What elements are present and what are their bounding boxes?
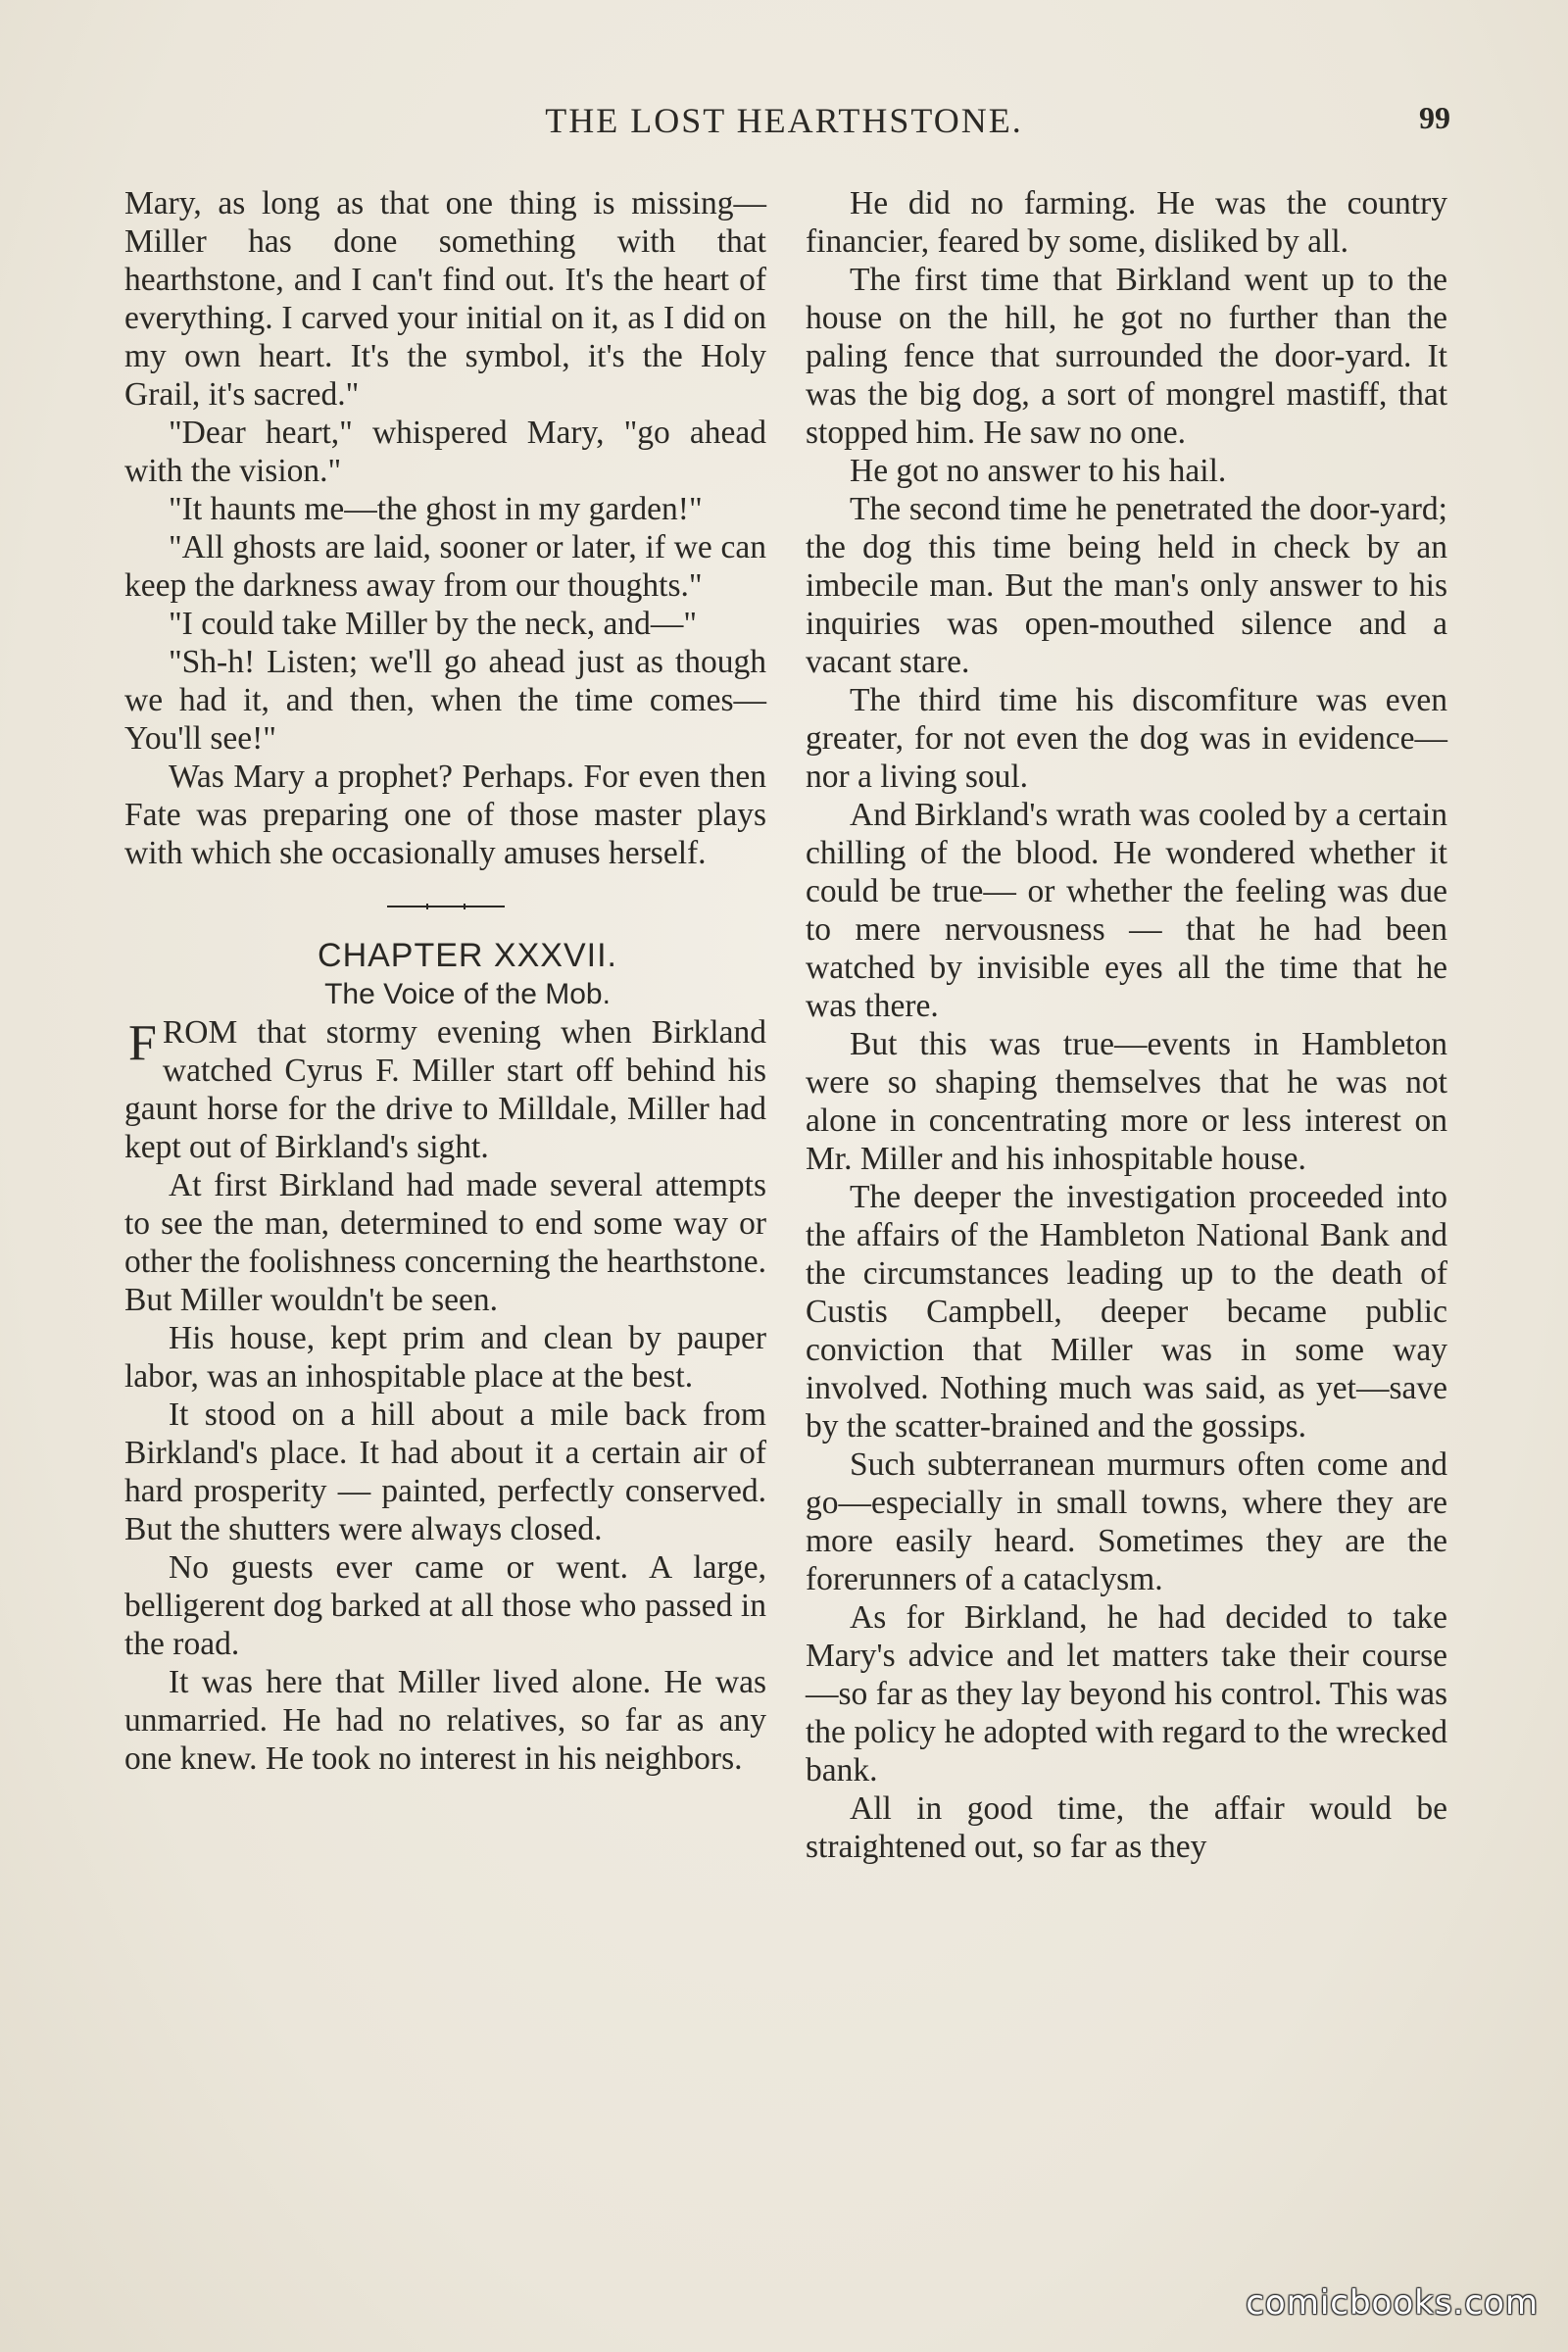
chapter-divider-rule xyxy=(387,906,505,907)
chapter-opening-paragraph xyxy=(124,1013,766,1166)
chapter-subtitle: The Voice of the Mob. xyxy=(324,978,611,1010)
paragraph: As for Birkland, he had decided to take Mary's advice and let matters take their course—so far as they lay beyond his control. This was the policy he adopted with regard to the wrecked bank. xyxy=(806,1599,1447,1788)
paragraph: Mary, as long as that one thing is missing—Miller has done something with that hearthstone, and I can't find out. It's the heart of everything. I carved your initial on it, as I did on my own heart. It's the symbol, it's the Holy Grail, it's sacred." xyxy=(124,185,766,413)
right-column xyxy=(806,184,1447,1866)
paragraph: It stood on a hill about a mile back from Birkland's place. It had about it a certain air of hard prosperity — painted, perfectly conserved. But the shutters were always closed. xyxy=(124,1396,766,1547)
paragraph: All in good time, the affair would be straightened out, so far as they xyxy=(806,1790,1447,1865)
page-number: 99 xyxy=(1419,100,1450,135)
paragraph: Was Mary a prophet? Perhaps. For even then Fate was preparing one of those master plays with which she occasionally amuses herself. xyxy=(124,759,766,871)
chapter-title: CHAPTER XXXVII. xyxy=(318,937,617,974)
paragraph: The third time his discomfiture was even greater, for not even the dog was in evidence—nor a living soul. xyxy=(806,682,1447,795)
paragraph: He got no answer to his hail. xyxy=(850,453,1227,489)
paragraph: But this was true—events in Hambleton were so shaping themselves that he was not alone in concentrating more or less interest on Mr. Miller and his inhospitable house. xyxy=(806,1026,1447,1177)
paragraph: His house, kept prim and clean by pauper labor, was an inhospitable place at the best. xyxy=(124,1320,766,1395)
paragraph: And Birkland's wrath was cooled by a certain chilling of the blood. He wondered whether it could be true— or whether the feeling was due to mere nervousness — that he had been watched by invisible eyes all the time that he was there. xyxy=(806,797,1447,1024)
paragraph: At first Birkland had made several attempts to see the man, determined to end some way or other the foolishness concerning the hearthstone. But Miller wouldn't be seen. xyxy=(124,1167,766,1318)
site-watermark: comicbooks.com xyxy=(1246,2283,1539,2323)
paragraph: It was here that Miller lived alone. He was unmarried. He had no relatives, so far as any one knew. He took no interest in his neighbors. xyxy=(124,1664,766,1777)
paragraph: The second time he penetrated the door-yard; the dog this time being held in check by an imbecile man. But the man's only answer to his inquiries was open-mouthed silence and a vacant stare. xyxy=(806,491,1447,680)
paragraph: No guests ever came or went. A large, belligerent dog barked at all those who passed in the road. xyxy=(124,1549,766,1662)
paragraph: The deeper the investigation proceeded into the affairs of the Hambleton National Bank and the circumstances leading up to the death of Custis Campbell, deeper became public conviction that Miller was in some way involved. Nothing much was said, as yet—save by the scatter-brained and the gossips. xyxy=(806,1179,1447,1445)
opening-text: ROM that stormy evening when Birkland watched Cyrus F. Miller start off behind his gaunt horse for the drive to Milldale, Miller had kept out of Birkland's sight. xyxy=(124,1014,766,1165)
paragraph: He did no farming. He was the country financier, feared by some, disliked by all. xyxy=(806,185,1447,260)
drop-cap: F xyxy=(128,1015,157,1071)
paragraph: "I could take Miller by the neck, and—" xyxy=(169,606,697,642)
paragraph: The first time that Birkland went up to the house on the hill, he got no further than the paling fence that surrounded the door-yard. It was the big dog, a sort of mongrel mastiff, that stopped him. He saw no one. xyxy=(806,262,1447,451)
paragraph: Such subterranean murmurs often come and go—especially in small towns, where they are more easily heard. Sometimes they are the forerunners of a cataclysm. xyxy=(806,1446,1447,1597)
paragraph: "Dear heart," whispered Mary, "go ahead with the vision." xyxy=(124,415,766,489)
left-column xyxy=(124,184,766,1778)
running-title: THE LOST HEARTHSTONE. xyxy=(545,101,1023,140)
paragraph: "All ghosts are laid, sooner or later, if we can keep the darkness away from our thoughts." xyxy=(124,529,766,604)
paragraph: "It haunts me—the ghost in my garden!" xyxy=(169,491,703,527)
paragraph: "Sh-h! Listen; we'll go ahead just as though we had it, and then, when the time comes— You'll see!" xyxy=(124,644,766,757)
page-header xyxy=(118,100,1450,149)
